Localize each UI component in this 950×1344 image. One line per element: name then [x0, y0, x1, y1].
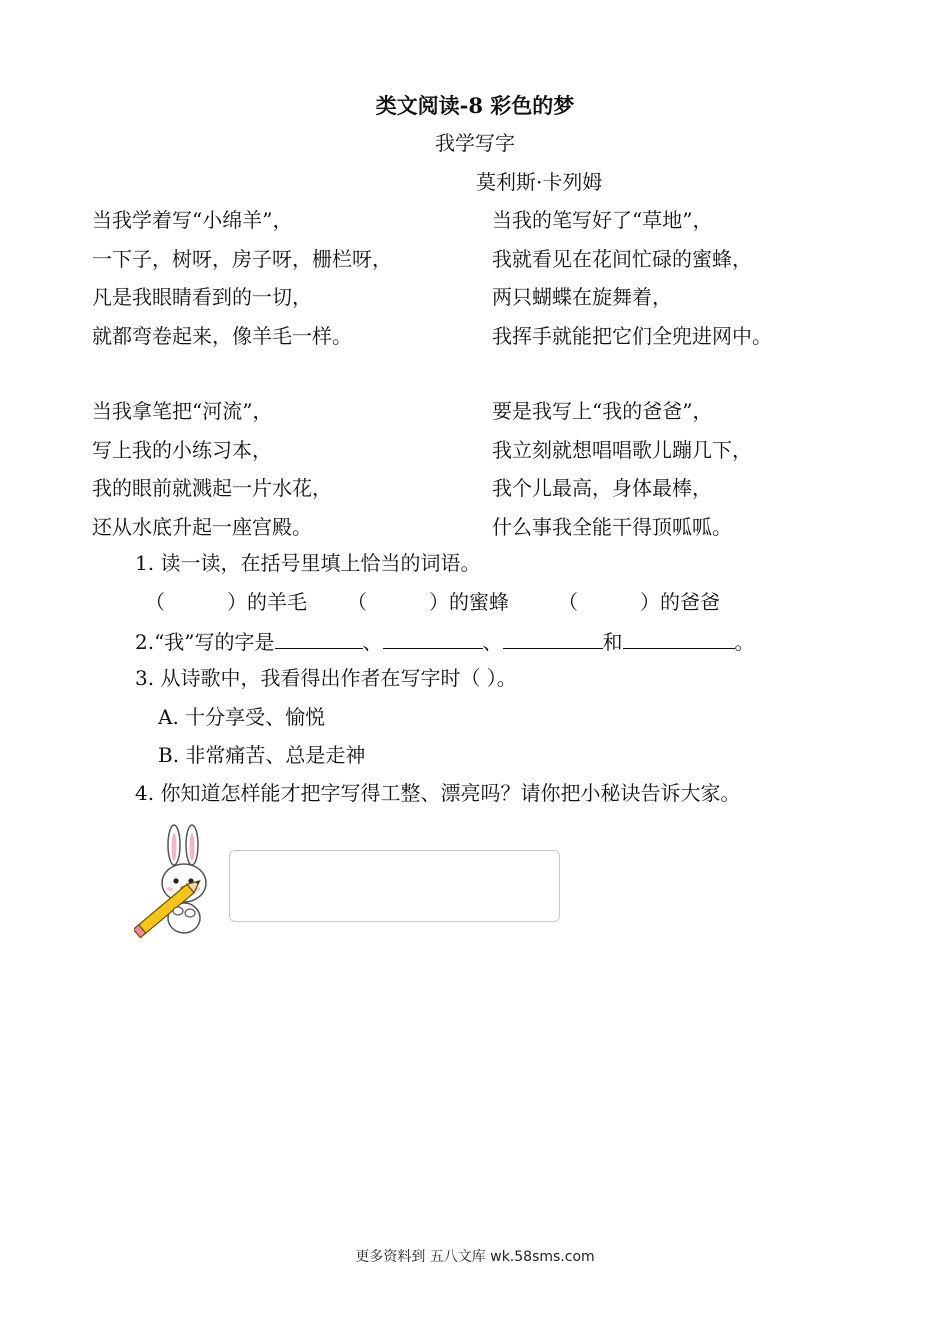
poem-line: 就都弯卷起来，像羊毛一样。 — [92, 323, 352, 348]
close-paren: ） — [640, 590, 660, 614]
poem-line: 我的眼前就溅起一片水花， — [92, 476, 332, 500]
q2-sep: 和 — [602, 630, 623, 654]
q3-option-a[interactable]: A. 十分享受、愉悦 — [158, 705, 326, 729]
q2-blank-1[interactable] — [275, 630, 363, 649]
q2-prefix: 2.“我”写的字是 — [135, 630, 275, 654]
close-paren: ） — [429, 590, 449, 614]
q1-item: 的羊毛 — [247, 590, 307, 614]
poem-line: 当我的笔写好了“草地”， — [492, 208, 713, 232]
q3-option-b[interactable]: B. 非常痛苦、总是走神 — [158, 743, 366, 767]
stanza-1 — [92, 201, 512, 355]
question-4: 4. 你知道怎样能才把字写得工整、漂亮吗？请你把小秘诀告诉大家。 — [135, 781, 741, 805]
poem-line: 我挥手就能把它们全兜进网中。 — [492, 323, 772, 348]
q2-sep: 、 — [362, 630, 383, 654]
poem-line: 还从水底升起一座宫殿。 — [92, 514, 312, 539]
poem-line: 什么事我全能干得顶呱呱。 — [492, 514, 732, 539]
question-3: 3. 从诗歌中，我看得出作者在写字时（ ）。 — [135, 666, 517, 690]
poem-line: 我个儿最高，身体最棒， — [492, 476, 712, 500]
poem-line: 我就看见在花间忙碌的蜜蜂， — [492, 246, 752, 271]
poem-title: 我学写字 — [435, 131, 515, 155]
poem-line: 我立刻就想唱唱歌儿蹦几下， — [492, 437, 752, 462]
q2-end: 。 — [734, 630, 755, 654]
footer-text: 更多资料到 五八文库 wk.58sms.com — [355, 1249, 595, 1265]
poem-line: 两只蝴蝶在旋舞着， — [492, 285, 672, 309]
poem-line: 凡是我眼睛看到的一切， — [92, 285, 312, 309]
q1-blank-1 — [145, 592, 307, 612]
rabbit-pencil-illustration — [134, 823, 216, 939]
answer-box[interactable] — [229, 850, 560, 922]
open-paren: （ — [347, 590, 367, 614]
question-1: 1. 读一读，在括号里填上恰当的词语。 — [135, 551, 481, 575]
poem-line: 当我拿笔把“河流”， — [92, 399, 273, 423]
poem-line: 一下子，树呀，房子呀，栅栏呀， — [92, 246, 392, 271]
poem-line: 当我学着写“小绵羊”， — [92, 208, 293, 232]
q1-blank-3 — [558, 592, 720, 612]
q2-blank-2[interactable] — [383, 630, 483, 649]
poem-author: 莫利斯·卡列姆 — [476, 170, 603, 194]
stanza-3 — [92, 392, 512, 546]
close-paren: ） — [227, 590, 247, 614]
q1-item: 的蜜蜂 — [449, 590, 509, 614]
q1-blank-2 — [347, 592, 509, 612]
stanza-2 — [492, 201, 912, 355]
open-paren: （ — [558, 590, 578, 614]
stanza-4 — [492, 392, 912, 546]
q2-blank-3[interactable] — [503, 630, 603, 649]
poem-line: 写上我的小练习本， — [92, 437, 272, 462]
open-paren: （ — [145, 590, 165, 614]
question-2 — [135, 630, 755, 652]
worksheet-title: 类文阅读-8 彩色的梦 — [375, 93, 575, 118]
q2-blank-4[interactable] — [623, 630, 735, 649]
q1-item: 的爸爸 — [660, 590, 720, 614]
poem-line: 要是我写上“我的爸爸”， — [492, 399, 713, 423]
q2-sep: 、 — [482, 630, 503, 654]
